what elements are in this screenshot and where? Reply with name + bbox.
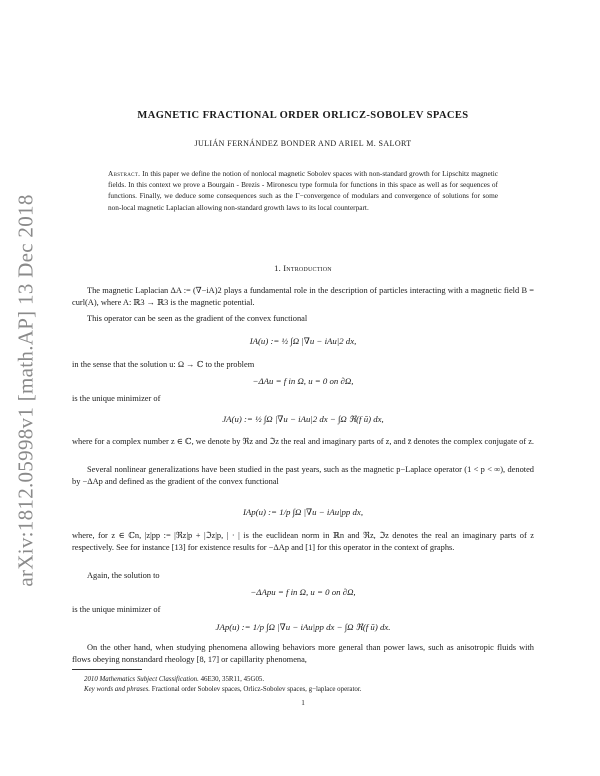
section-heading [72,263,534,273]
footnote-rule [72,669,142,670]
paper-title: MAGNETIC FRACTIONAL ORDER ORLICZ-SOBOLEV SPACES [137,110,469,121]
page-number: 1 [301,699,305,707]
abstract-label: Abstract. [108,169,141,178]
footnote-kw-value: Fractional order Sobolev spaces, Orlicz-Sobolev spaces, g−laplace operator. [151,686,362,693]
equation-1: IA(u) := ½ ∫Ω |∇u − iAu|2 dx, [249,336,357,346]
abstract [108,168,498,213]
abstract-text: In this paper we define the notion of nonlocal magnetic Sobolev spaces with non-standard growth for Lipschitz magnetic fields. In this context we prove a Bourgain - Brezis - Mironescu type formula for functions in this space as well as for sequences of functions. Finally, we deduce some consequences such as the Γ−convergence of modulars and convergence of solutions for some non-local magnetic Laplacian allowing non-standard growth laws to its local counterpart. [108,169,498,212]
footnote-msc-value: 46E30, 35R11, 45G05. [200,676,265,683]
paragraph-5: where for a complex number z ∈ ℂ, we denote by ℜz and ℑz the real and imaginary parts of z, and z̄ denotes the complex conjugate of z. [72,437,535,446]
equation-3: JA(u) := ½ ∫Ω |∇u − iAu|2 dx − ∫Ω ℜ(f ū) dx, [222,414,384,424]
paragraph-4: is the unique minimizer of [72,394,161,403]
footnote-keywords [72,685,534,695]
arxiv-stamp [4,170,48,610]
paragraph-8: Again, the solution to [87,571,160,580]
paragraph-2: This operator can be seen as the gradient of the convex functional [87,314,308,323]
equation-5: −ΔApu = f in Ω, u = 0 on ∂Ω, [250,587,356,597]
equation-6: JAp(u) := 1/p ∫Ω |∇u − iAu|pp dx − ∫Ω ℜ(f ū) dx. [215,622,391,632]
paragraph-3: in the sense that the solution u: Ω → ℂ to the problem [72,360,255,369]
arxiv-stamp-text: arXiv:1812.05998v1 [math.AP] 13 Dec 2018 [13,193,38,587]
footnote-msc-label: 2010 Mathematics Subject Classification. [84,676,199,683]
paragraph-10: On the other hand, when studying phenomena allowing behaviors more general than power laws, such as anisotropic fluids with flows obeying nonstandard rheology [8, 17] or capillarity phenomena, [72,643,534,665]
section-title: Introduction [283,263,332,273]
paragraph-6: Several nonlinear generalizations have been studied in the past years, such as the magnetic p−Laplace operator (1 < p < ∞), denoted by −ΔAp and defined as the gradient of the convex functional [72,465,534,487]
equation-4: IAp(u) := 1/p ∫Ω |∇u − iAu|pp dx, [242,507,364,517]
paragraph-9: is the unique minimizer of [72,605,161,614]
footnote-msc [72,675,534,685]
section-number: 1. [274,263,281,273]
paragraph-1: The magnetic Laplacian ΔA := (∇−iA)2 plays a fundamental role in the description of particles interacting with a magnetic field B = curl(A), where A: ℝ3 → ℝ3 is the magnetic potential. [72,286,534,308]
footnote-kw-label: Key words and phrases. [84,686,150,693]
paragraph-7: where, for z ∈ ℂn, |z|pp := |ℜz|p + |ℑz|p, | · | is the euclidean norm in ℝn and ℜz, ℑz denotes the real an imaginary parts of z respectively. See for instance [13] for existence results for −ΔAp and [1] for this operator in the context of graphs. [72,531,534,553]
equation-2: −ΔAu = f in Ω, u = 0 on ∂Ω, [252,376,354,386]
paper-authors: JULIÁN FERNÁNDEZ BONDER AND ARIEL M. SALORT [194,139,412,148]
